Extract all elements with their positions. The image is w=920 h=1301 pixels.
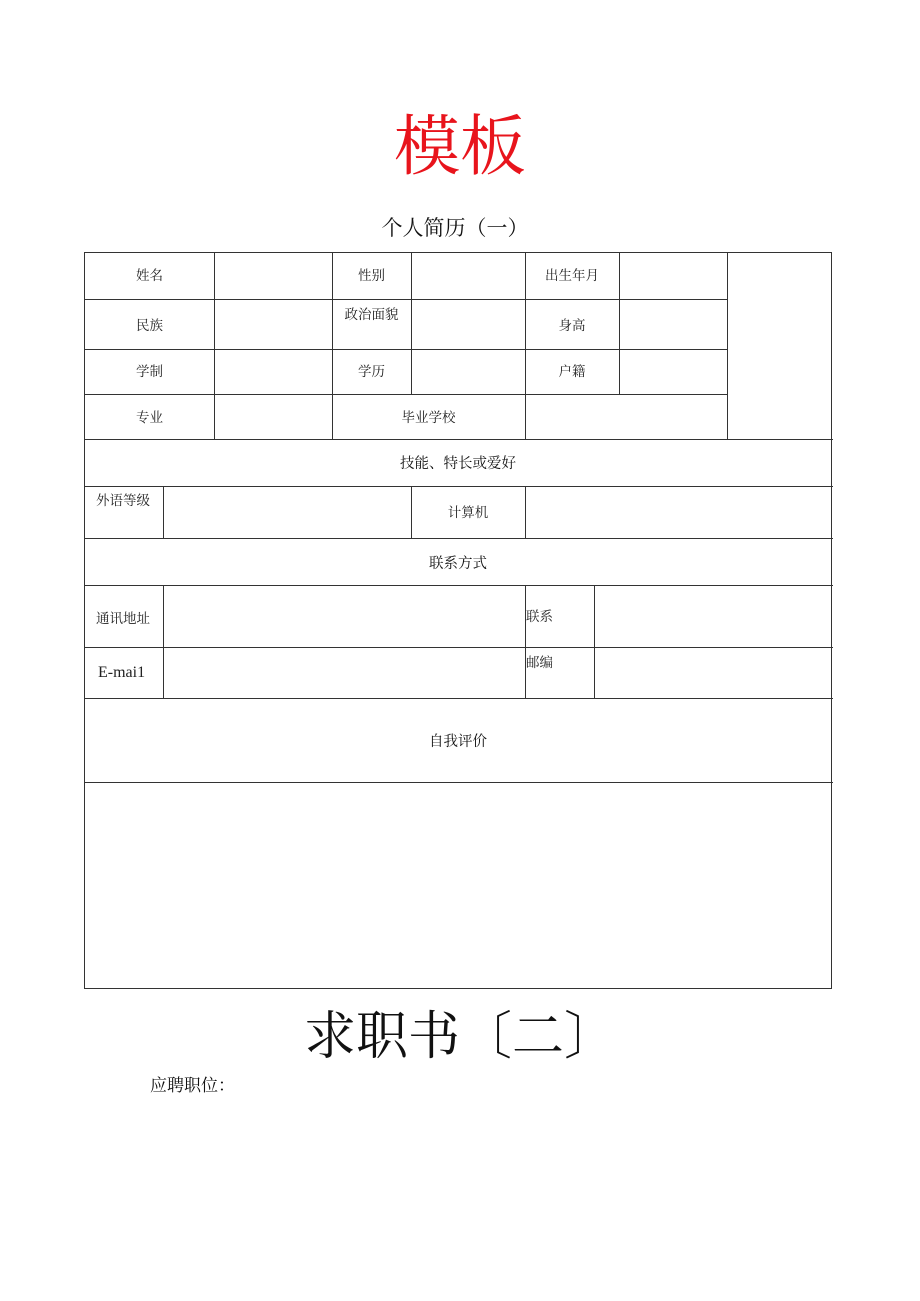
label-name: 姓名 bbox=[136, 268, 163, 284]
postcode-field[interactable] bbox=[595, 648, 832, 697]
political-status-field[interactable] bbox=[412, 300, 524, 348]
email-field[interactable] bbox=[164, 648, 524, 697]
birth-field[interactable] bbox=[620, 254, 726, 298]
education-field[interactable] bbox=[412, 350, 524, 393]
language-level-field[interactable] bbox=[164, 487, 410, 537]
label-language-level: 外语等级 bbox=[96, 493, 150, 509]
section-skills: 技能、特长或爱好 bbox=[400, 456, 516, 472]
address-field[interactable] bbox=[164, 586, 524, 646]
label-contact: 联系 bbox=[526, 609, 553, 625]
document-title: 模板 bbox=[394, 108, 526, 185]
photo-slot[interactable] bbox=[728, 254, 832, 438]
label-computer: 计算机 bbox=[447, 505, 489, 521]
name-field[interactable] bbox=[215, 254, 331, 298]
self-evaluation-field[interactable] bbox=[86, 783, 832, 988]
cover-letter-title: 求职书〔二〕 bbox=[303, 1007, 616, 1067]
label-graduated-school: 毕业学校 bbox=[401, 410, 456, 426]
household-field[interactable] bbox=[620, 350, 726, 393]
computer-field[interactable] bbox=[526, 487, 832, 537]
label-household: 户籍 bbox=[558, 364, 586, 380]
grid-line bbox=[85, 698, 833, 699]
resume-form bbox=[84, 252, 832, 989]
contact-field[interactable] bbox=[595, 586, 832, 646]
label-education: 学历 bbox=[358, 364, 385, 380]
label-email: E-mai1 bbox=[98, 664, 146, 681]
grid-line bbox=[525, 585, 526, 698]
label-birth: 出生年月 bbox=[545, 268, 599, 284]
section-contact-info: 联系方式 bbox=[429, 556, 487, 572]
ethnicity-field[interactable] bbox=[215, 300, 331, 348]
label-address: 通讯地址 bbox=[96, 611, 150, 627]
label-major: 专业 bbox=[136, 410, 163, 426]
applied-position-label: 应聘职位： bbox=[150, 1076, 235, 1096]
graduated-school-field[interactable] bbox=[526, 395, 726, 438]
major-field[interactable] bbox=[215, 395, 331, 438]
label-height: 身高 bbox=[558, 318, 586, 334]
label-ethnicity: 民族 bbox=[136, 318, 163, 334]
section-self-evaluation: 自我评价 bbox=[429, 734, 487, 750]
label-gender: 性别 bbox=[358, 268, 385, 284]
label-political-status: 政治面貌 bbox=[344, 307, 399, 323]
label-program-length: 学制 bbox=[136, 364, 163, 380]
resume-subtitle: 个人简历（一） bbox=[381, 216, 529, 240]
height-field[interactable] bbox=[620, 300, 726, 348]
grid-line bbox=[85, 439, 833, 440]
label-postcode: 邮编 bbox=[526, 655, 553, 671]
program-length-field[interactable] bbox=[215, 350, 331, 393]
grid-line bbox=[85, 538, 833, 539]
gender-field[interactable] bbox=[412, 254, 524, 298]
